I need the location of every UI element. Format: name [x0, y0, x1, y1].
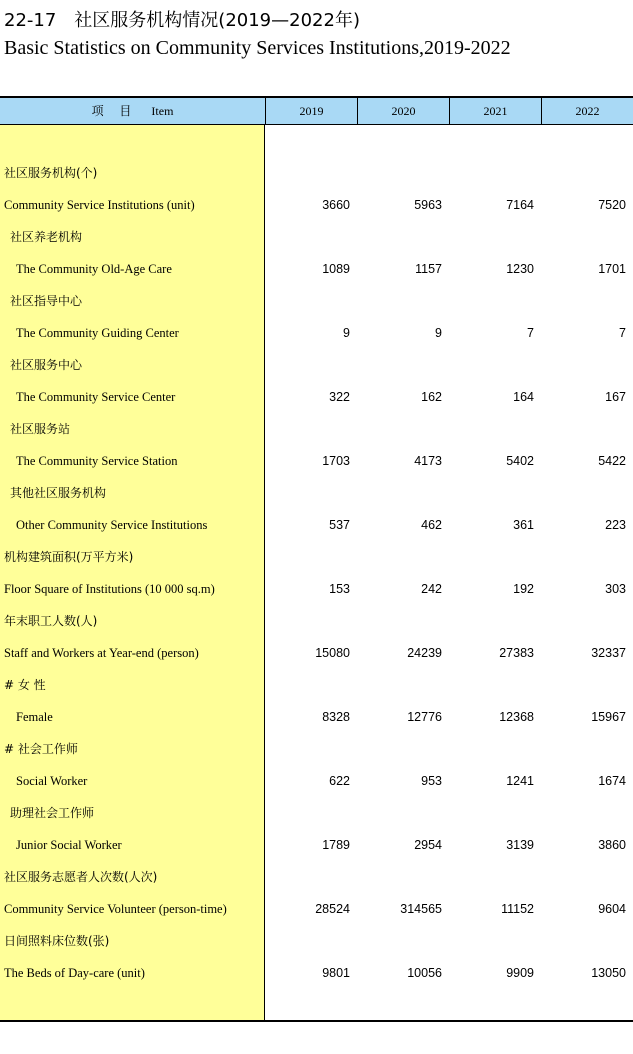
- table-header: [0, 96, 633, 125]
- value-cell-2022: 9604: [598, 902, 626, 916]
- bottom-rule: [0, 1020, 633, 1022]
- value-cell-2020: 162: [421, 390, 442, 404]
- table-row: [0, 963, 633, 983]
- row-label-english: Community Service Institutions (unit): [4, 198, 195, 212]
- value-cell-2020: 24239: [407, 646, 442, 660]
- header-year-2021: 2021: [449, 98, 541, 125]
- row-label-chinese: 机构建筑面积(万平方米): [4, 550, 134, 564]
- table-row: [0, 899, 633, 919]
- table-row: [0, 259, 633, 279]
- value-cell-2020: 9: [435, 326, 442, 340]
- value-cell-2022: 167: [605, 390, 626, 404]
- value-cell-2022: 223: [605, 518, 626, 532]
- value-cell-2020: 5963: [414, 198, 442, 212]
- table-row: [0, 771, 633, 791]
- row-label-chinese: # 社会工作师: [4, 742, 78, 756]
- table-row-label-cn: [0, 611, 633, 631]
- value-cell-2022: 1701: [598, 262, 626, 276]
- row-label-english: Junior Social Worker: [16, 838, 122, 852]
- table-title-chinese: 22-17 社区服务机构情况(2019—2022年): [4, 10, 360, 31]
- row-label-chinese: 其他社区服务机构: [10, 486, 107, 500]
- header-item-en: Item: [151, 104, 174, 118]
- statistics-table: [0, 96, 633, 1022]
- table-row: [0, 195, 633, 215]
- value-cell-2020: 12776: [407, 710, 442, 724]
- value-cell-2019: 8328: [322, 710, 350, 724]
- row-label-english: Female: [16, 710, 53, 724]
- value-cell-2020: 242: [421, 582, 442, 596]
- value-cell-2022: 13050: [591, 966, 626, 980]
- value-cell-2021: 7164: [506, 198, 534, 212]
- row-label-chinese: 助理社会工作师: [10, 806, 95, 820]
- value-cell-2021: 12368: [499, 710, 534, 724]
- value-cell-2019: 28524: [315, 902, 350, 916]
- value-cell-2021: 1241: [506, 774, 534, 788]
- row-label-english: The Community Guiding Center: [16, 326, 179, 340]
- table-row-label-cn: [0, 739, 633, 759]
- value-cell-2022: 1674: [598, 774, 626, 788]
- table-row: [0, 643, 633, 663]
- value-cell-2020: 462: [421, 518, 442, 532]
- value-cell-2020: 1157: [415, 262, 442, 276]
- value-cell-2020: 4173: [414, 454, 442, 468]
- row-label-english: The Beds of Day-care (unit): [4, 966, 145, 980]
- value-cell-2019: 9801: [322, 966, 350, 980]
- row-label-chinese: 社区指导中心: [10, 294, 83, 308]
- value-cell-2020: 314565: [400, 902, 442, 916]
- table-title-english: Basic Statistics on Community Services Institutions,2019-2022: [4, 37, 511, 59]
- row-label-english: The Community Service Center: [16, 390, 176, 404]
- value-cell-2022: 7520: [598, 198, 626, 212]
- value-cell-2019: 9: [343, 326, 350, 340]
- header-item: [0, 98, 265, 125]
- value-cell-2019: 1789: [322, 838, 350, 852]
- value-cell-2021: 7: [527, 326, 534, 340]
- row-label-english: Staff and Workers at Year-end (person): [4, 646, 199, 660]
- value-cell-2021: 9909: [506, 966, 534, 980]
- row-label-english: Other Community Service Institutions: [16, 518, 208, 532]
- table-row-label-cn: [0, 931, 633, 951]
- table-row-label-cn: [0, 547, 633, 567]
- row-label-chinese: # 女 性: [4, 678, 46, 692]
- row-label-english: Social Worker: [16, 774, 88, 788]
- value-cell-2019: 15080: [315, 646, 350, 660]
- value-cell-2021: 1230: [506, 262, 534, 276]
- value-cell-2019: 537: [329, 518, 350, 532]
- value-cell-2021: 3139: [506, 838, 534, 852]
- table-row-label-cn: [0, 483, 633, 503]
- value-cell-2021: 361: [513, 518, 534, 532]
- row-label-chinese: 日间照料床位数(张): [4, 934, 110, 948]
- table-row-label-cn: [0, 675, 633, 695]
- header-year-2022: 2022: [541, 98, 633, 125]
- header-item-cn: 项 目: [91, 104, 138, 118]
- row-label-english: Community Service Volunteer (person-time): [4, 902, 227, 916]
- value-cell-2019: 1089: [322, 262, 350, 276]
- table-row: [0, 451, 633, 471]
- row-label-english: The Community Old-Age Care: [16, 262, 172, 276]
- row-label-chinese: 社区服务志愿者人次数(人次): [4, 870, 158, 884]
- table-row: [0, 515, 633, 535]
- header-year-2019: 2019: [265, 98, 357, 125]
- table-row-label-cn: [0, 355, 633, 375]
- table-row-label-cn: [0, 803, 633, 823]
- value-cell-2022: 15967: [591, 710, 626, 724]
- row-label-english: Floor Square of Institutions (10 000 sq.m): [4, 582, 215, 596]
- value-cell-2021: 11152: [501, 902, 534, 916]
- header-year-2020: 2020: [357, 98, 449, 125]
- table-row: [0, 579, 633, 599]
- value-cell-2021: 5402: [506, 454, 534, 468]
- value-cell-2022: 303: [605, 582, 626, 596]
- table-row-label-cn: [0, 163, 633, 183]
- value-cell-2019: 153: [329, 582, 350, 596]
- table-row: [0, 323, 633, 343]
- row-label-chinese: 社区服务站: [10, 422, 71, 436]
- table-row: [0, 707, 633, 727]
- table-row: [0, 835, 633, 855]
- row-label-chinese: 社区服务机构(个): [4, 166, 98, 180]
- value-cell-2022: 7: [619, 326, 626, 340]
- row-label-chinese: 社区养老机构: [10, 230, 83, 244]
- value-cell-2021: 27383: [499, 646, 534, 660]
- table-row-label-cn: [0, 419, 633, 439]
- value-cell-2021: 164: [513, 390, 534, 404]
- value-cell-2019: 622: [329, 774, 350, 788]
- table-row-label-cn: [0, 227, 633, 247]
- row-label-english: The Community Service Station: [16, 454, 178, 468]
- value-cell-2022: 3860: [598, 838, 626, 852]
- table-row-label-cn: [0, 291, 633, 311]
- row-label-chinese: 社区服务中心: [10, 358, 83, 372]
- value-cell-2021: 192: [513, 582, 534, 596]
- value-cell-2019: 1703: [322, 454, 350, 468]
- table-row: [0, 387, 633, 407]
- value-cell-2020: 953: [421, 774, 442, 788]
- value-cell-2020: 10056: [407, 966, 442, 980]
- value-cell-2019: 322: [329, 390, 350, 404]
- row-label-chinese: 年末职工人数(人): [4, 614, 98, 628]
- value-cell-2019: 3660: [322, 198, 350, 212]
- value-cell-2022: 32337: [591, 646, 626, 660]
- table-row-label-cn: [0, 867, 633, 887]
- value-cell-2022: 5422: [598, 454, 626, 468]
- value-cell-2020: 2954: [414, 838, 442, 852]
